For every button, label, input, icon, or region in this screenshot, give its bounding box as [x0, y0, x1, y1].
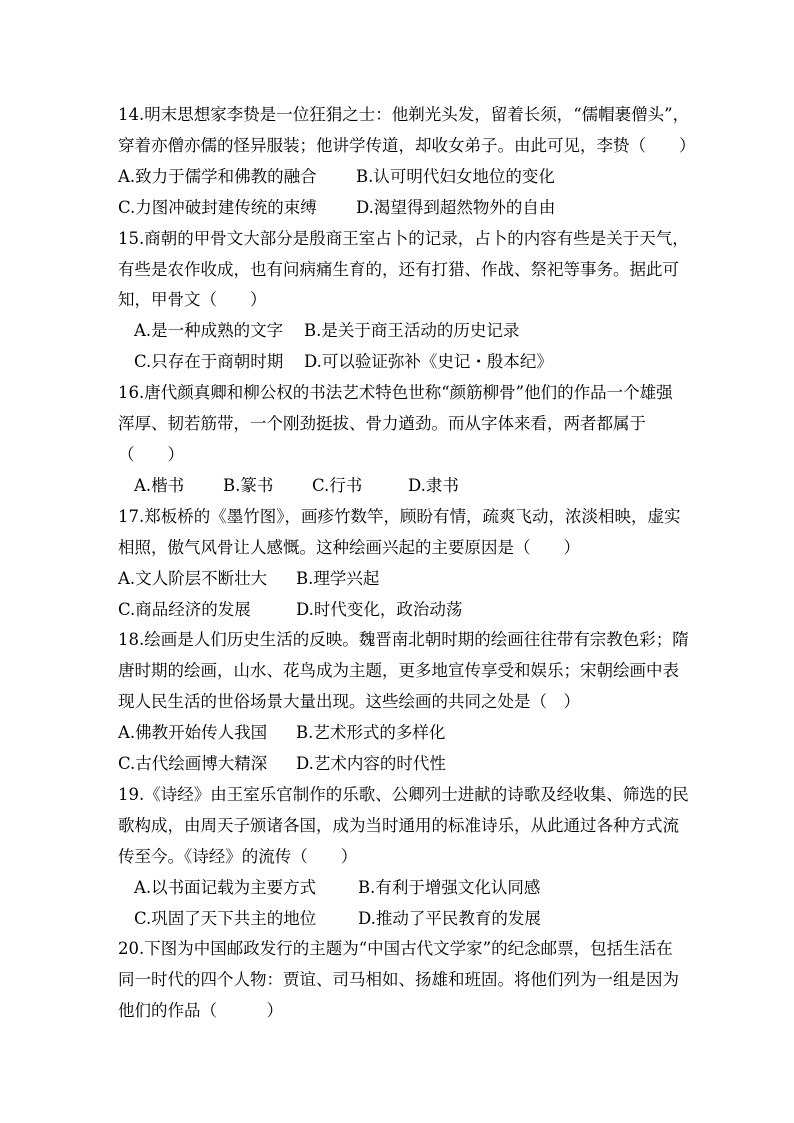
option-b[interactable]: B.有利于增强文化认同感 [358, 877, 541, 897]
exam-page [118, 100, 696, 1027]
option-a[interactable]: A.是一种成熟的文字 [134, 321, 284, 341]
option-b[interactable]: B.是关于商王活动的历史记录 [304, 321, 520, 341]
option-d[interactable]: D.渴望得到超然物外的自由 [356, 197, 556, 217]
question-14-options-row-2 [118, 193, 678, 224]
option-a[interactable]: A.佛教开始传人我国 [118, 723, 268, 743]
question-17-stem-line-2: 相照，傲气风骨让人感慨。这种绘画兴起的主要原因是（ ） [118, 537, 580, 557]
option-a[interactable]: A.文人阶层不断壮大 [118, 568, 268, 588]
question-15-stem-line-1: 15.商朝的甲骨文大部分是殷商王室占卜的记录，占卜的内容有些是关于天气， [118, 228, 689, 248]
option-b[interactable]: B.认可明代妇女地位的变化 [356, 166, 555, 186]
question-17 [118, 502, 681, 626]
option-a[interactable]: A.以书面记载为主要方式 [134, 877, 317, 897]
question-20-stem-line-2: 同一时代的四个人物：贾谊、司马相如、扬雄和班固。将他们列为一组是因为 [118, 970, 679, 990]
option-c[interactable]: C.古代绘画博大精深 [118, 754, 268, 774]
option-c[interactable]: C.力图冲破封建传统的束缚 [118, 197, 317, 217]
question-17-options-row-2 [118, 595, 678, 626]
question-16-stem-line-2: 浑厚、韧若筋带，一个刚劲挺拔、骨力遒劲。而从字体来看，两者都属于 [118, 414, 646, 434]
question-18-options-row-2 [118, 749, 678, 780]
option-a[interactable]: A.楷书 [134, 475, 185, 495]
question-18-options-row-1 [118, 718, 678, 749]
option-c[interactable]: C.巩固了天下共主的地位 [134, 908, 317, 928]
question-19 [118, 780, 689, 935]
option-d[interactable]: D.隶书 [408, 475, 459, 495]
option-a[interactable]: A.致力于儒学和佛教的融合 [118, 166, 317, 186]
question-15-stem-line-3: 知，甲骨文（ ） [118, 290, 267, 310]
question-19-stem-line-2: 歌构成，由周天子颁诸各国，成为当时通用的标准诗乐，从此通过各种方式流 [118, 815, 679, 835]
option-c[interactable]: C.行书 [312, 475, 363, 495]
question-16-stem-line-3: （ ） [118, 444, 184, 464]
option-c[interactable]: C.商品经济的发展 [118, 599, 251, 619]
question-18-stem-line-3: 现人民生活的世俗场景大量出现。这些绘画的共同之处是（ ） [118, 692, 580, 712]
option-d[interactable]: D.时代变化，政治动荡 [296, 599, 463, 619]
question-19-stem-line-3: 传至今。《诗经》的流传（ ） [118, 846, 358, 866]
question-18-stem-line-1: 18.绘画是人们历史生活的反映。魏晋南北朝时期的绘画往往带有宗教色彩；隋 [118, 630, 689, 650]
question-18-stem-line-2: 唐时期的绘画，山水、花鸟成为主题，更多地宣传享受和娱乐；宋朝绘画中表 [118, 661, 679, 681]
option-d[interactable]: D.艺术内容的时代性 [296, 754, 446, 774]
question-20 [118, 934, 678, 1027]
question-15 [118, 224, 689, 379]
option-d[interactable]: D.推动了平民教育的发展 [358, 908, 541, 928]
question-14-stem-line-1: 14.明末思想家李贽是一位狂狷之士：他剃光头发，留着长须，“儒帽裹僧头”， [118, 105, 690, 124]
option-b[interactable]: B.艺术形式的多样化 [296, 723, 446, 743]
question-14 [118, 100, 696, 224]
question-17-options-row-1 [118, 564, 678, 595]
question-19-options-row-1 [118, 873, 678, 904]
question-16-options-row-1 [118, 471, 678, 502]
question-15-options-row-2 [118, 347, 678, 378]
question-20-stem-line-3: 他们的作品（ ） [118, 1001, 283, 1021]
question-19-stem-line-1: 19.《诗经》由王室乐官制作的乐歌、公卿列士进献的诗歌及经收集、筛选的民 [118, 784, 689, 804]
question-15-stem-line-2: 有些是农作收成，也有问病痛生育的，还有打猎、作战、祭祀等事务。据此可 [118, 259, 679, 279]
question-14-stem-line-2: 穿着亦僧亦儒的怪异服装；他讲学传道，却收女弟子。由此可见，李贽（ ） [118, 135, 696, 155]
option-b[interactable]: B.篆书 [223, 475, 274, 495]
question-14-options-row-1 [118, 162, 678, 193]
question-17-stem-line-1: 17.郑板桥的《墨竹图》，画疹竹数竿，顾盼有情，疏爽飞动，浓淡相映，虚实 [118, 506, 681, 526]
question-19-options-row-2 [118, 904, 678, 935]
question-20-stem-line-1: 20.下图为中国邮政发行的主题为“中国古代文学家”的纪念邮票，包括生活在 [118, 939, 673, 959]
question-16-stem-line-1: 16.唐代颜真卿和柳公权的书法艺术特色世称“颜筋柳骨”他们的作品一个雄强 [118, 383, 673, 403]
option-b[interactable]: B.理学兴起 [296, 568, 380, 588]
option-d[interactable]: D.可以验证弥补《史记・殷本纪》 [304, 352, 553, 372]
question-15-options-row-1 [118, 316, 678, 347]
question-16 [118, 378, 678, 502]
question-18 [118, 625, 689, 780]
option-c[interactable]: C.只存在于商朝时期 [134, 352, 284, 372]
